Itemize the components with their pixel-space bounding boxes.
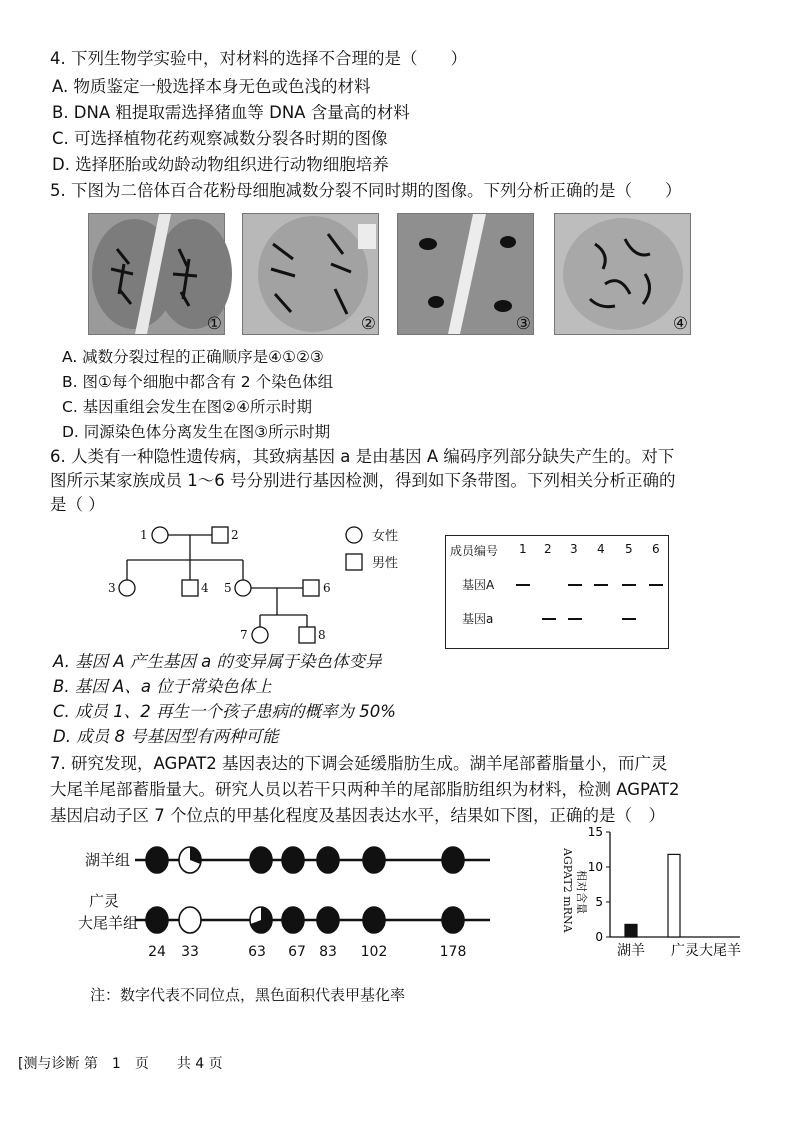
- gene-A-band-4: [594, 584, 608, 586]
- pedigree-diagram: [110, 520, 440, 650]
- pedigree-member-1: [152, 527, 168, 543]
- q4-option-c: C. 可选择植物花药观察减数分裂各时期的图像: [52, 129, 388, 148]
- pedigree-num-8: 8: [318, 628, 326, 642]
- guangling-site-63: [250, 907, 272, 933]
- chart-ytick-label-5: 5: [595, 895, 603, 909]
- site-label-83: 83: [319, 944, 337, 960]
- micrograph-4: [554, 213, 691, 335]
- gel-row-gene-A: 基因A: [462, 578, 495, 592]
- q4-option-b: B. DNA 粗提取需选择猪血等 DNA 含量高的材料: [52, 103, 410, 122]
- micrograph-1: [88, 213, 225, 335]
- chart-ytick-label-0: 0: [595, 930, 603, 944]
- row-label-guangling-1: 广灵: [89, 892, 120, 910]
- hu-site-83: [317, 847, 339, 873]
- q6-stem-line1: 6. 人类有一种隐性遗传病，其致病基因 a 是由基因 A 编码序列部分缺失产生的。对下: [50, 447, 675, 466]
- q6-stem-line2: 图所示某家族成员 1～6 号分别进行基因检测，得到如下条带图。下列相关分析正确的: [50, 471, 676, 490]
- hu-site-178: [442, 847, 464, 873]
- q5-option-a: A. 减数分裂过程的正确顺序是④①②③: [62, 348, 324, 366]
- q4-stem: 4. 下列生物学实验中，对材料的选择不合理的是（ ）: [50, 49, 467, 68]
- guangling-site-24: [146, 907, 168, 933]
- gel-member-4: 4: [597, 542, 605, 556]
- pedigree-member-4: [182, 580, 198, 596]
- site-label-24: 24: [148, 944, 166, 960]
- site-label-63: 63: [248, 944, 266, 960]
- hu-site-102: [363, 847, 385, 873]
- legend-male-symbol: [346, 554, 362, 570]
- q7-stem-line2: 大尾羊尾部蓄脂量大。研究人员以若干只两种羊的尾部脂肪组织为材料，检测 AGPAT2: [50, 780, 680, 799]
- hu-site-63: [250, 847, 272, 873]
- gel-band-chart: [445, 535, 669, 649]
- pedigree-member-6: [303, 580, 319, 596]
- micrograph-3: [397, 213, 534, 335]
- guangling-site-83: [317, 907, 339, 933]
- gel-member-5: 5: [625, 542, 633, 556]
- micrograph-label-1: ①: [206, 314, 222, 334]
- guangling-site-33: [179, 907, 201, 933]
- micrograph-label-4: ④: [672, 314, 688, 334]
- gene-a-band-5: [622, 618, 636, 620]
- gene-A-band-3: [568, 584, 582, 586]
- gene-a-band-2: [542, 618, 556, 620]
- guangling-site-102: [363, 907, 385, 933]
- site-label-178: 178: [439, 944, 467, 960]
- q5-option-d: D. 同源染色体分离发生在图③所示时期: [62, 423, 331, 441]
- pedigree-member-2: [212, 527, 228, 543]
- chart-category-1: 湖羊: [617, 943, 645, 959]
- gel-member-2: 2: [544, 542, 552, 556]
- gel-header: 成员编号: [450, 544, 499, 558]
- guangling-site-67: [282, 907, 304, 933]
- chart-ylabel-1: AGPAT2 mRNA: [561, 848, 574, 933]
- gene-A-band-6: [649, 584, 663, 586]
- pedigree-member-7: [252, 627, 268, 643]
- pedigree-num-6: 6: [323, 581, 331, 595]
- legend-female-label: 女性: [372, 529, 399, 544]
- gene-A-band-1: [516, 584, 530, 586]
- page-footer: [测与诊断 第 1 页 共 4 页: [18, 1056, 223, 1072]
- hu-site-33: [179, 847, 201, 873]
- pedigree-num-7: 7: [240, 628, 248, 642]
- gene-a-band-3: [568, 618, 582, 620]
- q7-stem-line3: 基因启动子区 7 个位点的甲基化程度及基因表达水平，结果如下图，正确的是（ ）: [50, 806, 665, 825]
- pedigree-member-8: [299, 627, 315, 643]
- hu-site-67: [282, 847, 304, 873]
- q7-note: 注：数字代表不同位点，黑色面积代表甲基化率: [90, 986, 406, 1004]
- mrna-bar-chart: [548, 826, 748, 961]
- gel-member-3: 3: [570, 542, 578, 556]
- chart-bar-2: [668, 854, 680, 937]
- gene-A-band-5: [622, 584, 636, 586]
- legend-male-label: 男性: [372, 556, 399, 571]
- gel-member-1: 1: [519, 542, 527, 556]
- gel-row-gene-a: 基因a: [462, 612, 494, 626]
- pedigree-member-3: [119, 580, 135, 596]
- q6-option-d: D. 成员 8 号基因型有两种可能: [53, 727, 279, 746]
- guangling-site-178: [442, 907, 464, 933]
- q5-option-c: C. 基因重组会发生在图②④所示时期: [62, 398, 312, 416]
- pedigree-num-2: 2: [231, 528, 239, 542]
- chart-category-2: 广灵大尾羊: [671, 943, 741, 959]
- site-label-33: 33: [181, 944, 199, 960]
- q5-stem: 5. 下图为二倍体百合花粉母细胞减数分裂不同时期的图像。下列分析正确的是（ ）: [50, 181, 682, 200]
- q7-stem-line1: 7. 研究发现，AGPAT2 基因表达的下调会延缓脂肪生成。湖羊尾部蓄脂量小，而广灵: [50, 754, 668, 773]
- chart-bar-1: [625, 924, 637, 937]
- row-label-guangling-2: 大尾羊组: [78, 914, 139, 932]
- pedigree-num-5: 5: [224, 581, 232, 595]
- row-label-hu: 湖羊组: [85, 851, 131, 869]
- pedigree-num-1: 1: [140, 528, 148, 542]
- pedigree-num-3: 3: [108, 581, 116, 595]
- q4-option-a: A. 物质鉴定一般选择本身无色或色浅的材料: [52, 77, 371, 96]
- site-label-102: 102: [360, 944, 388, 960]
- micrograph-label-3: ③: [515, 314, 531, 334]
- q4-option-d: D. 选择胚胎或幼龄动物组织进行动物细胞培养: [52, 155, 389, 174]
- q5-option-b: B. 图①每个细胞中都含有 2 个染色体组: [62, 373, 334, 391]
- q6-option-c: C. 成员 1、2 再生一个孩子患病的概率为 50%: [53, 702, 396, 721]
- q6-stem-line3: 是（ ）: [50, 495, 105, 514]
- q6-option-a: A. 基因 A 产生基因 a 的变异属于染色体变异: [53, 652, 382, 671]
- chart-ytick-label-15: 15: [587, 825, 603, 839]
- micrograph-label-2: ②: [360, 314, 376, 334]
- methylation-diagram: [78, 838, 510, 973]
- micrograph-2: [242, 213, 379, 335]
- chart-ytick-label-10: 10: [587, 860, 603, 874]
- site-label-67: 67: [288, 944, 306, 960]
- gel-member-6: 6: [652, 542, 660, 556]
- legend-female-symbol: [346, 527, 362, 543]
- chart-ylabel-2: 相对含量: [575, 870, 588, 914]
- pedigree-member-5: [235, 580, 251, 596]
- pedigree-num-4: 4: [201, 581, 209, 595]
- hu-site-24: [146, 847, 168, 873]
- q6-option-b: B. 基因 A、a 位于常染色体上: [53, 677, 272, 696]
